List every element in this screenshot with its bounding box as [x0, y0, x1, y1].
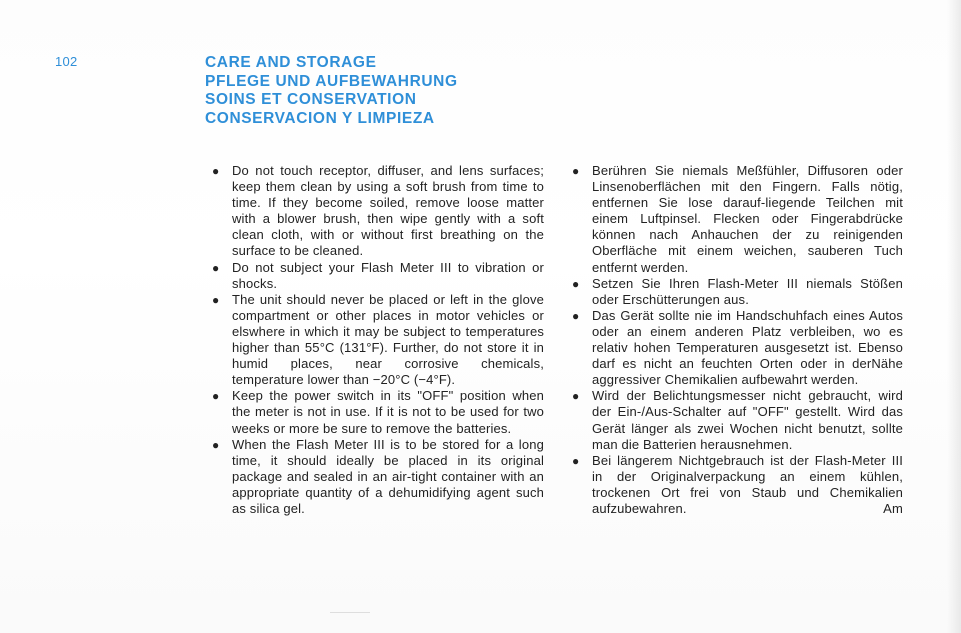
section-headings [205, 54, 458, 128]
german-bullet-item [572, 308, 903, 388]
bullet-icon: ● [572, 389, 580, 404]
german-item-text: Wird der Belichtungsmesser nicht gebraucht, wird der Ein-/Aus-Schalter auf "OFF" gestellt. Wird das Gerät länger als zwei Wochen nicht benutzt, sollte man die Batterien herausnehmen. [592, 388, 903, 452]
german-bullet-item [572, 453, 903, 517]
bullet-icon: ● [572, 308, 580, 323]
german-column [572, 163, 903, 517]
english-item-text: Keep the power switch in its "OFF" position when the meter is not in use. If it is not to be used for two weeks or more be sure to remove the batteries. [232, 388, 544, 436]
bullet-icon: ● [572, 164, 580, 178]
english-bullet-item [212, 437, 544, 517]
heading-english: CARE AND STORAGE [205, 54, 377, 71]
bullet-icon: ● [572, 453, 580, 468]
german-bullet-item [572, 163, 903, 276]
german-bullet-item [572, 388, 903, 452]
english-item-text: Do not subject your Flash Meter III to vibration or shocks. [232, 259, 544, 291]
heading-german: PFLEGE UND AUFBEWAHRUNG [205, 72, 458, 90]
heading-spanish: CONSERVACION Y LIMPIEZA [205, 109, 435, 127]
page-edge-shadow [947, 0, 961, 633]
heading-french: SOINS ET CONSERVATION [205, 91, 417, 108]
bullet-icon: ● [212, 437, 220, 452]
german-bullet-item [572, 276, 903, 308]
bullet-icon: ● [212, 292, 220, 307]
english-item-text: The unit should never be placed or left in the glove compartment or other places in motor vehicles or elswhere in which it may be subject to temperatures higher than 55°C (131°F). Further, do not store it in humid places, near corrosive chemicals, temperature lower than −20°C (−4°F). [232, 291, 544, 388]
english-bullet-item [212, 163, 544, 260]
paper-smudge [330, 612, 370, 613]
bullet-icon: ● [212, 389, 220, 404]
bullet-icon: ● [572, 276, 580, 291]
english-bullet-item [212, 260, 544, 292]
bullet-icon: ● [212, 260, 220, 275]
german-item-text: Berühren Sie niemals Meßfühler, Diffusoren oder Linsenoberflächen mit den Fingern. Falls nötig, entfernen Sie lose darauf-liegende Teilchen mit einem Luftpinsel. Flecken oder Fingerabdrücke können nach Anhauchen der zu reinigenden Oberfläche mit einem weichen, sauberen Tuch entfernt werden. [592, 163, 903, 275]
german-item-text: Setzen Sie Ihren Flash-Meter III niemals Stößen oder Erschütterungen aus. [592, 275, 903, 307]
german-item-text: Bei längerem Nichtgebrauch ist der Flash-Meter III in der Originalverpackung an einem kühlen, trockenen Ort frei von Staub und Chemikalien aufzubewahren. Am [592, 452, 903, 516]
german-item-text: Das Gerät sollte nie im Handschuhfach eines Autos oder an einem anderen Platz verbleiben, wo es relativ hohen Temperaturen ausgesetzt ist. Ebenso darf es nicht an feuchten Orten oder in derNähe aggressiver Chemikalien aufbewahrt werden. [592, 307, 903, 388]
english-bullet-item [212, 388, 544, 436]
english-bullet-item [212, 292, 544, 389]
page-number: 102 [55, 54, 78, 69]
english-column [212, 163, 544, 517]
english-item-text: When the Flash Meter III is to be stored for a long time, it should ideally be placed in its original package and sealed in an air-tight container with an appropriate quantity of a dehumidifying agent such as silica gel. [232, 436, 544, 516]
bullet-icon: ● [212, 164, 220, 178]
english-item-text: Do not touch receptor, diffuser, and lens surfaces; keep them clean by using a soft brush from time to time. If they become soiled, remove loose matter with a blower brush, then wipe gently with a soft clean cloth, with or without first breathing on the surface to be cleaned. [232, 163, 544, 259]
